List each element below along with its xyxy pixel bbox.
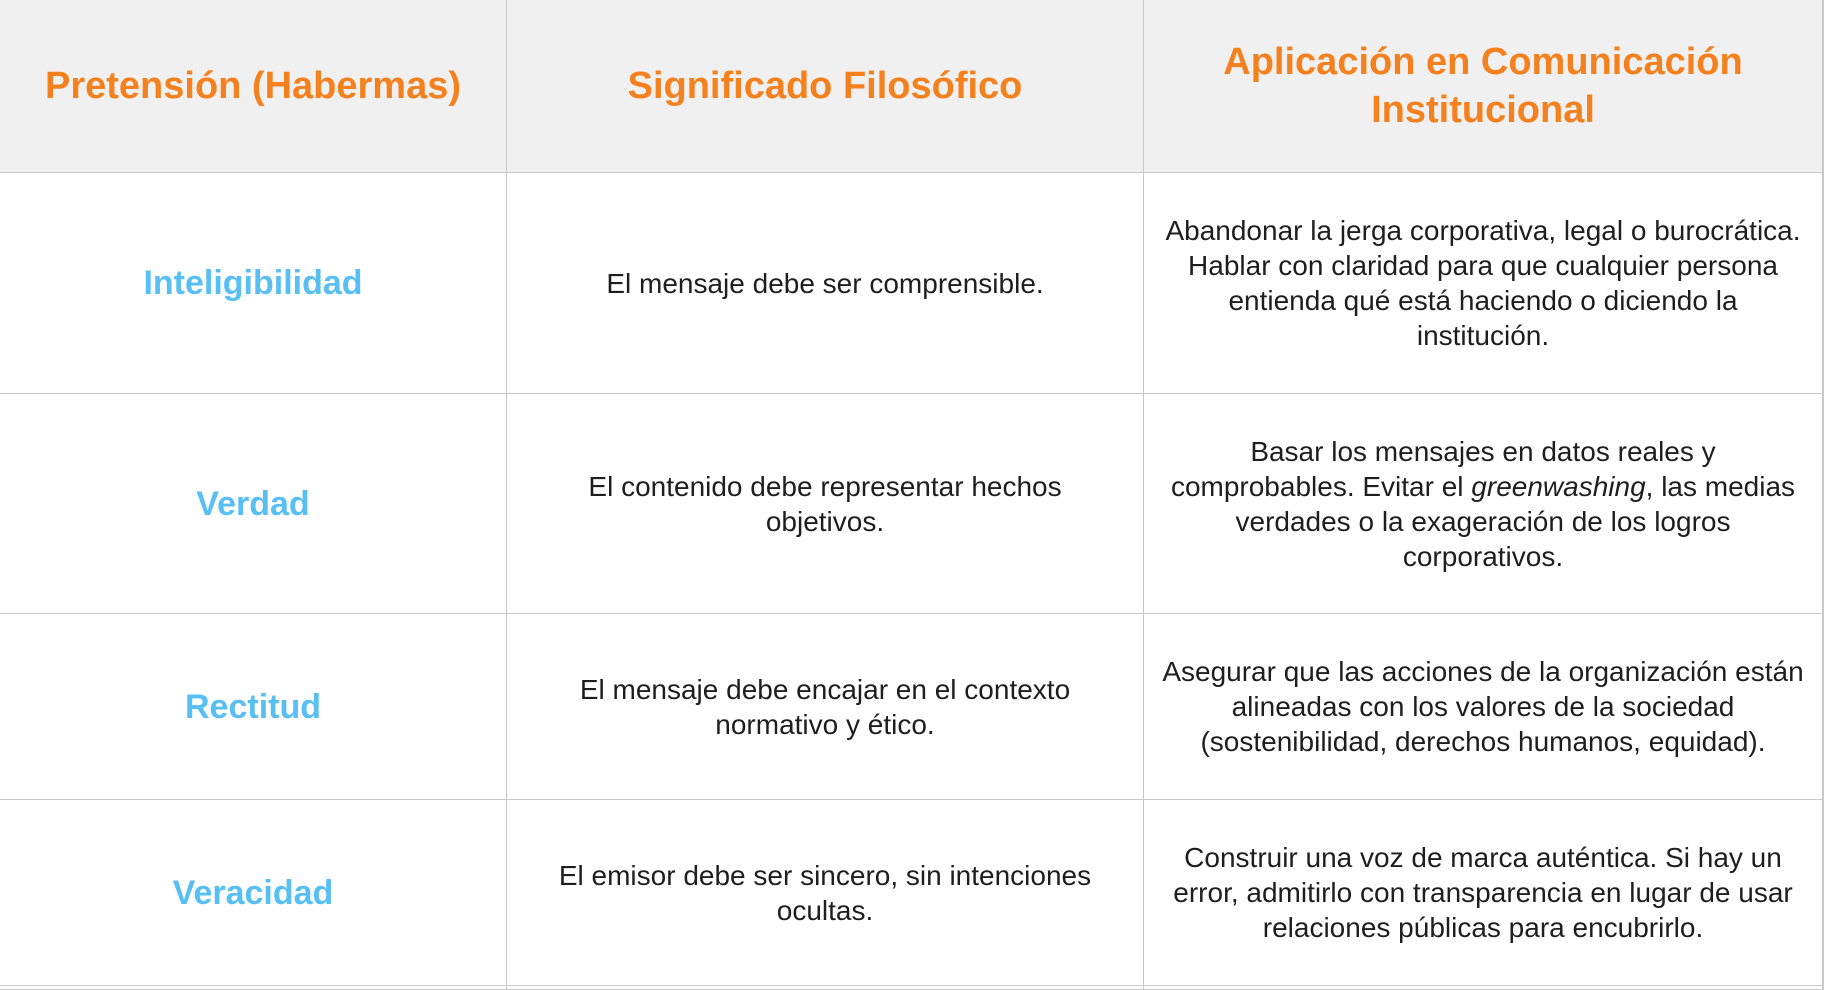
meaning-text: El mensaje debe encajar en el contexto normativo y ético.: [579, 673, 1071, 740]
table-row: [0, 614, 1824, 800]
table-row: [0, 800, 1824, 986]
header-application: [1144, 0, 1824, 173]
meaning-cell: [507, 614, 1144, 800]
claim-label: Rectitud: [185, 687, 321, 726]
claim-cell: [0, 173, 507, 394]
application-text-start: Basar los mensajes en datos reales y comprobables. Evitar el: [1170, 435, 1716, 502]
application-cell: [1144, 800, 1824, 986]
application-text: [1158, 434, 1808, 574]
header-meaning: [507, 0, 1144, 173]
table-row-partial: [0, 986, 1824, 990]
application-text: Asegurar que las acciones de la organización están alineadas con los valores de la sociedad (sostenibilidad, derechos humanos, equidad).: [1162, 656, 1804, 757]
header-claim-text: Pretensión (Habermas): [44, 65, 461, 107]
meaning-cell: [507, 800, 1144, 986]
meaning-cell: [507, 394, 1144, 614]
application-text: Construir una voz de marca auténtica. Si hay un error, admitirlo con transparencia en lugar de usar relaciones públicas para encubrirlo.: [1173, 842, 1793, 943]
application-text: Abandonar la jerga corporativa, legal o burocrática. Hablar con claridad para que cualquier persona entienda qué está haciendo o diciendo la institución.: [1165, 215, 1801, 351]
meaning-text: El contenido debe representar hechos objetivos.: [588, 470, 1062, 537]
application-text-end: , las medias verdades o la exageración de los logros corporativos.: [1235, 470, 1796, 572]
meaning-cell: [507, 986, 1144, 990]
claim-cell: [0, 614, 507, 800]
application-cell: [1144, 394, 1824, 614]
meaning-text: El mensaje debe ser comprensible.: [606, 267, 1044, 299]
header-application-text: Aplicación en Comunicación Institucional: [1223, 41, 1743, 131]
header-meaning-text: Significado Filosófico: [627, 65, 1023, 107]
table-header-row: [0, 0, 1824, 173]
meaning-text: El emisor debe ser sincero, sin intenciones ocultas.: [558, 859, 1092, 926]
claim-label: Veracidad: [172, 873, 334, 912]
claim-cell: [0, 986, 507, 990]
meaning-cell: [507, 173, 1144, 394]
application-cell: [1144, 173, 1824, 394]
claim-cell: [0, 394, 507, 614]
claim-label: Verdad: [196, 484, 310, 523]
application-cell: [1144, 986, 1824, 990]
application-cell: [1144, 614, 1824, 800]
application-text-italic: greenwashing: [1471, 470, 1646, 502]
table-row: [0, 394, 1824, 614]
header-claim: [0, 0, 507, 173]
claim-cell: [0, 800, 507, 986]
claim-label: Inteligibilidad: [143, 264, 363, 302]
table-row: [0, 173, 1824, 394]
